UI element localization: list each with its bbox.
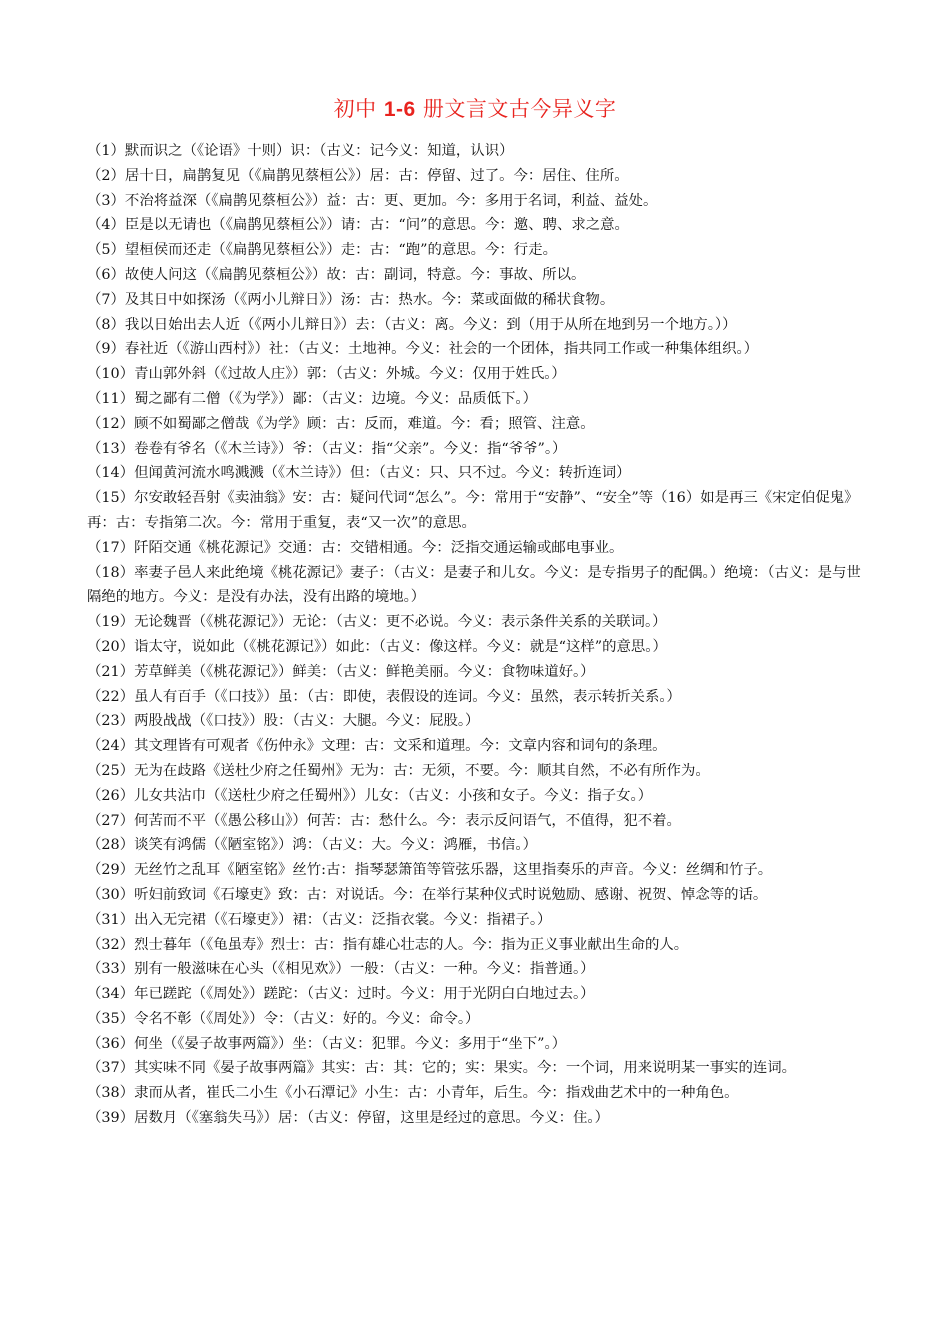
entry-item: （7）及其日中如探汤（《两小儿辩日》）汤：古：热水。今：菜或面做的稀状食物。 [87,291,615,308]
entry-item: （34）年已蹉跎（《周处》）蹉跎：（古义：过时。今义：用于光阴白白地过去。） [87,986,595,1003]
entry-item: （26）儿女共沾巾（《送杜少府之任蜀州》）儿女：（古义：小孩和女子。今义：指子女。） [87,787,653,804]
entry-item: （27）何苦而不平（《愚公移山》）何苦：古：愁什么。今：表示反问语气，不值得，犯不着。 [87,812,681,829]
entry-item: （39）居数月（《塞翁失马》）居：（古义：停留，这里是经过的意思。今义：住。） [87,1110,609,1127]
entry-item: （22）虽人有百手（《口技》）虽：（古：即使，表假设的连词。今义：虽然，表示转折关系。） [87,688,681,705]
entry-item: （21）芳草鲜美（《桃花源记》）鲜美：（古义：鲜艳美丽。今义：食物味道好。） [87,663,595,680]
entry-item: （5）望桓侯而还走（《扁鹊见蔡桓公》）走：古：“跑”的意思。今：行走。 [87,242,557,259]
entry-item: （35）令名不彰（《周处》）令：（古义：好的。今义：命令。） [87,1010,480,1027]
entry-item: （23）两股战战（《口技》）股：（古义：大腿。今义：屁股。） [87,713,480,730]
entry-item: （31）出入无完裙（《石壕吏》）裙：（古义：泛指衣裳。今义：指裙子。） [87,911,552,928]
entry-item: （9）春社近（《游山西村》）社：（古义：土地神。今义：社会的一个团体，指共同工作或一种集体组织。） [87,341,759,358]
entry-item: （38）隶而从者，崔氏二小生《小石潭记》小生：古：小青年，后生。今：指戏曲艺术中的一种角色。 [87,1085,739,1102]
entry-item: （20）诣太守，说如此（《桃花源记》）如此：（古义：像这样。今义：就是“这样”的意思。） [87,638,667,655]
entry-item: （3）不治将益深（《扁鹊见蔡桓公》）益：古：更、更加。今：多用于名词，利益、益处。 [87,192,658,209]
entry-item: （19）无论魏晋（《桃花源记》）无论：（古义：更不必说。今义：表示条件关系的关联词。） [87,614,667,631]
title-suffix: 册文言文古今异义字 [415,97,617,121]
entry-item: （15）尔安敢轻吾射《卖油翁》安：古：疑问代词“怎么”。今：常用于“安静”、“安全”等（16）如是再三《宋定伯促鬼》再：古：专指第二次。今：常用于重复，表“又一次”的意思。 [87,490,859,531]
entry-item: （14）但闻黄河流水鸣溅溅（《木兰诗》）但：（古义：只、只不过。今义：转折连词） [87,465,631,482]
entry-item: （33）别有一般滋味在心头（《相见欢》）一般：（古义：一种。今义：指普通。） [87,961,595,978]
page-title [0,95,950,124]
entry-item: （30）听妇前致词《石壕吏》致：古：对说话。今：在举行某种仪式时说勉励、感谢、祝贺、悼念等的话。 [87,886,768,903]
entry-item: （29）无丝竹之乱耳《陋室铭》丝竹:古：指琴瑟箫笛等管弦乐器，这里指奏乐的声音。今义：丝绸和竹子。 [87,862,773,879]
title-prefix: 初中 [333,97,384,121]
entry-item: （4）臣是以无请也（《扁鹊见蔡桓公》）请：古：“问”的意思。今：邀、聘、求之意。 [87,217,629,234]
entry-item: （18）率妻子邑人来此绝境《桃花源记》妻子：（古义：是妻子和儿女。今义：是专指男子的配偶。）绝境：（古义：是与世隔绝的地方。今义：是没有办法，没有出路的境地。） [87,564,861,606]
entry-item: （2）居十日，扁鹊复见（《扁鹊见蔡桓公》）居：古：停留、过了。今：居住、住所。 [87,167,629,184]
entry-item: （24）其文理皆有可观者《伤仲永》文理：古：文采和道理。今：文章内容和词句的条理。 [87,738,667,755]
entry-item: （11）蜀之鄙有二僧（《为学》）鄙：（古义：边境。今义：品质低下。） [87,390,538,407]
entry-item: （8）我以日始出去人近（《两小儿辩日》）去：（古义：离。今义：到（用于从所在地到另一个地方。）） [87,316,737,333]
entry-item: （10）青山郭外斜（《过故人庄》）郭：（古义：外城。今义：仅用于姓氏。） [87,366,566,383]
entry-list [87,139,873,1131]
entry-item: （28）谈笑有鸿儒（《陋室铭》）鸿：（古义：大。今义：鸿雁，书信。） [87,837,538,854]
entry-item: （36）何坐（《晏子故事两篇》）坐：（古义：犯罪。今义：多用于“坐下”。） [87,1035,567,1052]
entry-item: （32）烈士暮年（《龟虽寿》烈士：古：指有雄心壮志的人。今：指为正义事业献出生命的人。 [87,936,689,953]
entry-item: （12）顾不如蜀鄙之僧哉《为学》顾：古：反而，难道。今：看；照管、注意。 [87,415,595,432]
entry-item: （25）无为在歧路《送杜少府之任蜀州》无为：古：无须，不要。今：顺其自然，不必有所作为。 [87,762,710,779]
entry-item: （1）默而识之（《论语》十则）识：（古义：记今义：知道，认识） [87,143,514,159]
entry-item: （6）故使人问这（《扁鹊见蔡桓公》）故：古：副词，特意。今：事故、所以。 [87,266,586,283]
entry-item: （17）阡陌交通《桃花源记》交通：古：交错相通。今：泛指交通运输或邮电事业。 [87,539,624,556]
title-number: 1-6 [383,98,416,121]
entry-item: （13）卷卷有爷名（《木兰诗》）爷：（古义：指“父亲”。今义：指“爷爷”。） [87,440,567,457]
entry-item: （37）其实味不同《晏子故事两篇》其实：古：其：它的；实：果实。今：一个词，用来说明某一事实的连词。 [87,1060,797,1077]
